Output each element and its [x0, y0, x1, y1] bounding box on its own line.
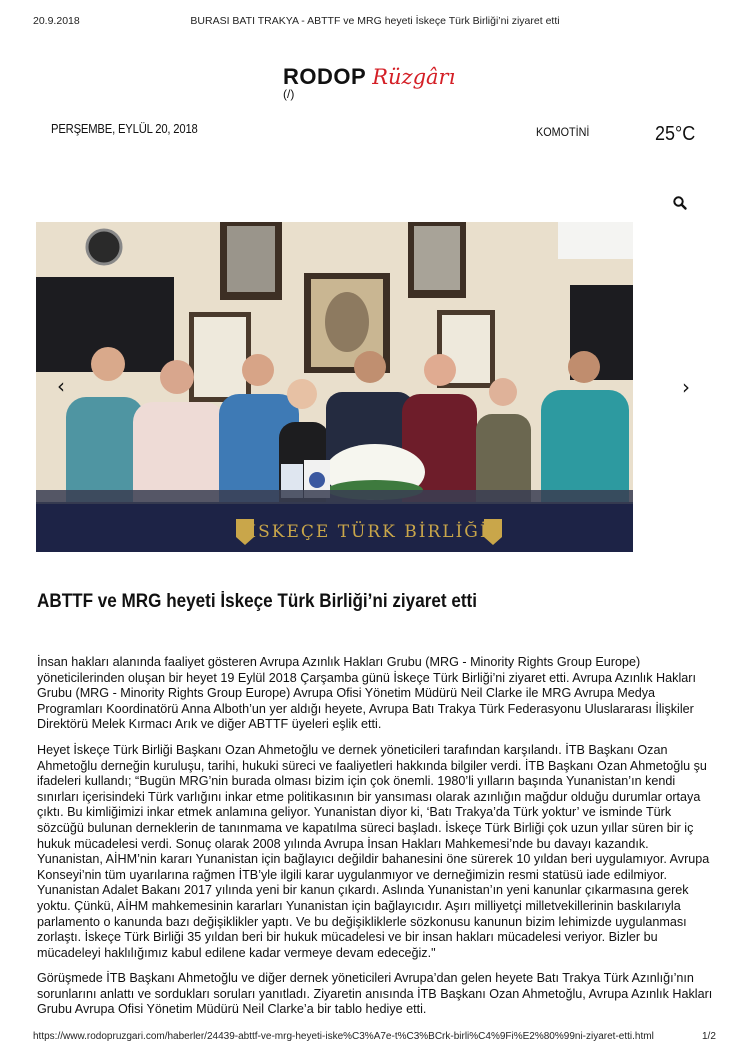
search-button[interactable]	[672, 195, 688, 211]
logo-ruzgari: Rüzgârı	[372, 65, 456, 89]
logo-home-link[interactable]: (/)	[283, 87, 295, 101]
article-paragraph: Heyet İskeçe Türk Birliği Başkanı Ozan Ahmetoğlu ve dernek yöneticileri tarafından karşılandı. İTB Başkanı Ozan Ahmetoğlu derneğin kuruluşu, tarihi, hukuki süreci ve faaliyetleri hakkında bilgiler verdi. İTB Başkanı Ozan Ahmetoğlu şu ifadeleri kullandı; “Bugün MRG’nin burada olması bizim için çok önemli. 1980’li yılların başında Yunanistan’ın kendi sınırları içerisindeki Türk varlığını inkar etme politikasının bir yansıması olarak azınlığın mağdur olduğu durumlar ortaya çıktı. Bu kimliğimizi inkar etmek anlamına geliyor. Yunanistan diyor ki, ‘Batı Trakya’da Türk yoktur’ ve isminde Türk sözcüğü bulunan derneklerin de tanınmama ve kapatılma süreci başladı. İskeçe Türk Birliği çok uzun yıllar süren bir iç hukuk mücadelesi verdi. Sonuç olarak 2008 yılında Avrupa İnsan Hakları Mahkemesi’nde bu davayı kazandık. Yunanistan, AİHM’nin kararı Yunanistan için bağlayıcı değildir bahanesini öne sürerek 10 yıldan beri uygulamıyor. Avrupa Konseyi’nin tüm uyarılarına rağmen İTB’yle ilgili karar uygulanmıyor ve derneğimizin resmi statüsü iade edilmiyor. Yunanistan Adalet Bakanı 2017 yılında yeni bir kanun çıkardı. Aslında Yunanistan’ın yeni kanunlar çıkarmasına gerek yoktu. Çünkü, AİHM mahkemesinin kararları Yunanistan için bağlayıcıdır. Aşırı milliyetçi milletvekillerinin baskılarıyla parlamento o kanunda bazı değişiklikler yaptı. Ve bu değişikliklerle sözkonusu kanunun bizim lehimizde uygulanması zorlaştı. İskeçe Türk Birliği 35 yıldan beri bir hukuk mücadelesi ve bir insan hakları mücadelesi veriyor. Bizler bu mücadeleyi haklılığımız kabul edilene kadar vermeye devam edeceğiz."	[37, 742, 710, 960]
footer-page-number: 1/2	[702, 1031, 716, 1042]
group-photo	[36, 222, 633, 552]
carousel-prev-arrow[interactable]: ‹	[57, 374, 65, 398]
photo-carousel[interactable]	[36, 222, 633, 552]
carousel-next-arrow[interactable]: ›	[682, 375, 690, 399]
article-body	[37, 655, 717, 1028]
footer-url: https://www.rodopruzgari.com/haberler/24439-abttf-ve-mrg-heyeti-iske%C3%A7e-t%C3%BCrk-birli%C4%9Fi%E2%80%99ni-ziyaret-etti.html	[33, 1031, 654, 1042]
site-logo[interactable]	[283, 64, 455, 90]
article-paragraph: İnsan hakları alanında faaliyet gösteren Avrupa Azınlık Hakları Grubu (MRG - Minority Rights Group Europe) yöneticilerinden oluşan bir heyet 19 Eylül 2018 Çarşamba günü İskeçe Türk Birliği’ni ziyaret etti. Avrupa Azınlık Hakları Grubu (MRG - Minority Rights Group Europe) Avrupa Ofisi Yönetim Müdürü Neil Clarke ile MRG Avrupa Medya Programları Koordinatörü Anna Alboth’un yer aldığı heyete, Avrupa Batı Trakya Türk Federasyonu Uluslararası İlişkiler Direktörü Melek Kırmacı Arık ve diğer ABTTF üyeleri eşlik etti.	[37, 655, 696, 732]
photo-banner-text: İSKEÇE TÜRK BİRLİĞİ	[249, 522, 489, 542]
article-paragraph: Görüşmede İTB Başkanı Ahmetoğlu ve diğer dernek yöneticileri Avrupa’dan gelen heyete Batı Trakya Türk Azınlığı’nın sorunlarını anlattı ve sordukları soruları yanıtladı. Ziyaretin anısında İTB Başkanı Ozan Ahmetoğlu, Avrupa Azınlık Hakları Grubu Avrupa Ofisi Yönetim Müdürü Neil Clarke’a bir tablo hediye etti.	[37, 971, 713, 1017]
search-icon	[672, 195, 688, 211]
article-title: ABTTF ve MRG heyeti İskeçe Türk Birliği’ni ziyaret etti	[37, 590, 477, 612]
photo-ac-unit	[558, 222, 633, 259]
logo-rodop: RODOP	[283, 64, 367, 89]
photo-clock	[87, 230, 121, 264]
current-date: PERŞEMBE, EYLÜL 20, 2018	[51, 122, 198, 136]
photo-banner	[236, 519, 502, 545]
weather-city: KOMOTİNİ	[536, 125, 590, 139]
weather-temperature: 25°C	[655, 123, 696, 145]
print-title: BURASI BATI TRAKYA - ABTTF ve MRG heyeti İskeçe Türk Birliği’ni ziyaret etti	[190, 15, 560, 27]
print-date: 20.9.2018	[33, 15, 80, 27]
